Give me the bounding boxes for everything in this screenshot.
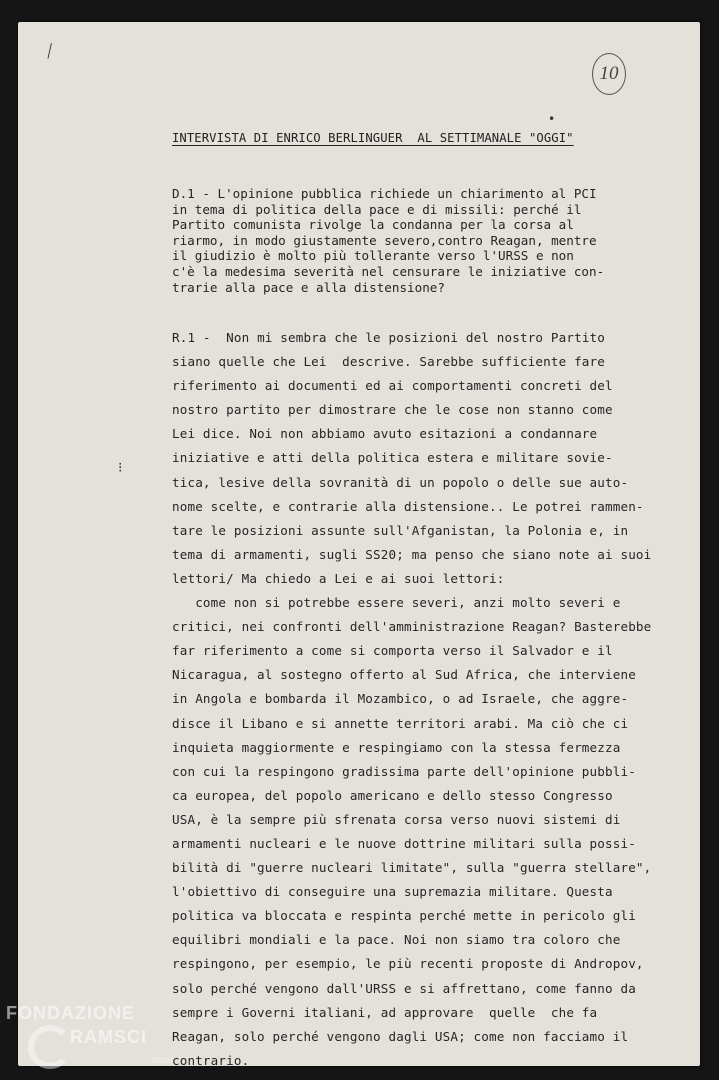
answer-line: inquieta maggiormente e respingiamo con la stessa fermezza	[172, 739, 621, 755]
watermark-line1: FONDAZIONE	[6, 1003, 135, 1023]
answer-label: R.1 -	[172, 330, 211, 345]
question-line: Partito comunista rivolge la condanna per la corsa al	[172, 217, 574, 233]
answer-line: riferimento ai documenti ed ai comportamenti concreti del	[172, 378, 613, 394]
answer-line: contrario.	[172, 1052, 250, 1068]
watermark-g-logo	[28, 1025, 72, 1069]
answer-line: respingono, per esempio, le più recenti proposte di Andropov,	[172, 956, 644, 972]
margin-mark: ⁝	[118, 460, 123, 476]
answer-line: disce il Libano e si annette territori arabi. Ma ciò che ci	[172, 715, 629, 731]
answer-line: armamenti nucleari e le nuove dottrine militari sulla possi-	[172, 835, 636, 851]
answer-line: critici, nei confronti dell'amministrazione Reagan? Basterebbe	[172, 619, 652, 635]
watermark-line2: RAMSCI	[70, 1027, 147, 1047]
question-line: in tema di politica della pace e di missili: perché il	[172, 201, 582, 217]
answer-line: Lei dice. Noi non abbiamo avuto esitazioni a condannare	[172, 426, 598, 442]
answer-line: lettori/ Ma chiedo a Lei e ai suoi lettori:	[172, 570, 505, 586]
answer-line: USA, è la sempre più sfrenata corsa verso nuovi sistemi di	[172, 811, 621, 827]
answer-line: tema di armamenti, sugli SS20; ma penso che siano note ai suoi	[172, 546, 652, 562]
answer-line	[172, 326, 672, 350]
question-line: trarie alla pace e alla distensione?	[172, 279, 445, 295]
ink-dot: •	[548, 112, 556, 126]
document-title: INTERVISTA DI ENRICO BERLINGUER AL SETTIMANALE "OGGI"	[172, 131, 574, 145]
pen-mark: ╲	[42, 43, 57, 59]
answer-block	[172, 326, 672, 1073]
answer-line: solo perché vengono dall'URSS e si affrettano, come fanno da	[172, 980, 636, 996]
answer-line: siano quelle che Lei descrive. Sarebbe sufficiente fare	[172, 354, 605, 370]
answer-line: iniziative e atti della politica estera e militare sovie-	[172, 450, 613, 466]
answer-line: bilità di "guerre nucleari limitate", sulla "guerra stellare",	[172, 860, 652, 876]
question-line: D.1 - L'opinione pubblica richiede un chiarimento al PCI	[172, 186, 597, 201]
answer-line: come non si potrebbe essere severi, anzi molto severi e	[172, 595, 621, 611]
answer-line: far riferimento a come si comporta verso il Salvador e il	[172, 643, 613, 659]
answer-line: Nicaragua, al sostegno offerto al Sud Africa, che interviene	[172, 667, 636, 683]
question-block	[172, 186, 642, 295]
answer-line: l'obiettivo di conseguire una supremazia militare. Questa	[172, 884, 613, 900]
answer-line: tare le posizioni assunte sull'Afganistan, la Polonia e, in	[172, 522, 629, 538]
answer-line: sempre i Governi italiani, ad approvare quelle che fa	[172, 1004, 598, 1020]
answer-line: equilibri mondiali e la pace. Noi non siamo tra coloro che	[172, 932, 621, 948]
fondazione-gramsci-watermark	[6, 1003, 181, 1075]
answer-line: in Angola e bombarda il Mozambico, o ad Israele, che aggre-	[172, 691, 629, 707]
watermark-sub: onlus	[152, 1055, 174, 1065]
answer-line-text: Non mi sembra che le posizioni del nostro Partito	[226, 330, 606, 345]
answer-line: politica va bloccata e respinta perché mette in pericolo gli	[172, 908, 636, 924]
question-line: riarmo, in modo giustamente severo,contro Reagan, mentre	[172, 232, 597, 248]
answer-line: Reagan, solo perché vengono dagli USA; come non facciamo il	[172, 1028, 629, 1044]
question-line: il giudizio è molto più tollerante verso l'URSS e non	[172, 248, 574, 264]
question-line: c'è la medesima severità nel censurare le iniziative con-	[172, 263, 605, 279]
answer-line: nostro partito per dimostrare che le cose non stanno come	[172, 402, 613, 418]
answer-line: con cui la respingono gradissima parte dell'opinione pubbli-	[172, 763, 636, 779]
answer-line: tica, lesive della sovranità di un popolo o delle sue auto-	[172, 474, 629, 490]
page-number-handwritten: 10	[592, 53, 626, 95]
answer-line: nome scelte, e contrarie alla distensione.. Le potrei rammen-	[172, 498, 644, 514]
answer-line: ca europea, del popolo americano e dello stesso Congresso	[172, 787, 613, 803]
